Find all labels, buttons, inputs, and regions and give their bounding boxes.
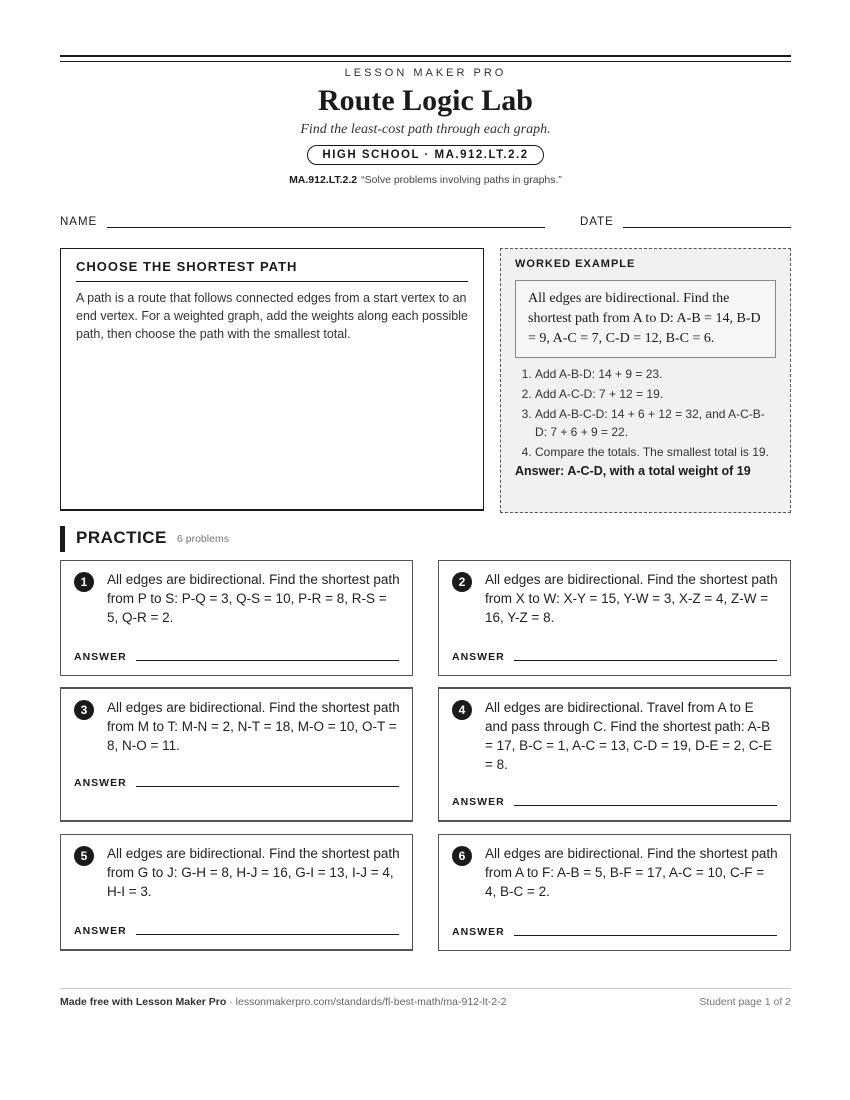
worked-example-steps — [515, 365, 776, 461]
answer-field[interactable] — [136, 786, 399, 787]
page-subtitle: Find the least-cost path through each graph. — [300, 122, 551, 137]
standard-line — [60, 174, 791, 186]
problem-text: All edges are bidirectional. Find the shortest path from G to J: G-H = 8, H-J = 16, G-I = 13, I-J = 4, H-I = 3. — [107, 846, 400, 899]
answer-field[interactable] — [136, 934, 399, 935]
problem-text: All edges are bidirectional. Find the shortest path from A to F: A-B = 5, B-F = 17, A-C = 10, C-F = 4, B-C = 2. — [485, 846, 778, 899]
name-label: NAME — [60, 216, 98, 228]
answer-label: ANSWER — [74, 925, 127, 937]
grade-badge-wrap — [60, 145, 791, 165]
answer-label: ANSWER — [452, 926, 505, 938]
name-field[interactable] — [107, 227, 545, 228]
problem-card — [60, 687, 413, 822]
problem-text: All edges are bidirectional. Travel from A to E and pass through C. Find the shortest path: A-B = 17, B-C = 1, A-C = 13, C-D = 19, D-E = 2, C-E = 8. — [485, 700, 772, 772]
date-field[interactable] — [623, 227, 791, 228]
worked-step: 4. Compare the totals. The smallest total is 19. — [535, 443, 776, 461]
concept-box — [60, 248, 484, 511]
problem-card — [60, 560, 413, 676]
problem-number-badge: 4 — [452, 700, 472, 720]
answer-field[interactable] — [514, 660, 777, 661]
footer-made-with: Made free with Lesson Maker Pro — [60, 996, 227, 1008]
footer-page-number: Student page 1 of 2 — [699, 996, 791, 1008]
footer-credit — [60, 996, 506, 1008]
worked-example-problem: All edges are bidirectional. Find the shortest path from A to D: A-B = 14, B-D = 9, A-C = 7, C-D = 12, B-C = 6. — [515, 280, 776, 358]
problem-number-badge: 1 — [74, 572, 94, 592]
problem-card — [438, 687, 791, 822]
concept-body: A path is a route that follows connected edges from a start vertex to an end vertex. For a weighted graph, add the weights along each possible path, then choose the path with the smallest total. — [76, 291, 468, 341]
worked-example-box — [500, 248, 791, 513]
name-date-row — [60, 216, 791, 232]
answer-field[interactable] — [514, 935, 777, 936]
footer-rule — [60, 988, 791, 989]
worked-step: 3. Add A-B-C-D: 14 + 6 + 12 = 32, and A-C-B-D: 7 + 6 + 9 = 22. — [535, 405, 776, 441]
answer-field[interactable] — [136, 660, 399, 661]
date-label: DATE — [580, 216, 614, 228]
concept-heading: CHOOSE THE SHORTEST PATH — [76, 259, 468, 282]
answer-label: ANSWER — [74, 651, 127, 663]
worked-example-label: WORKED EXAMPLE — [515, 258, 636, 270]
problem-text: All edges are bidirectional. Find the shortest path from M to T: M-N = 2, N-T = 18, M-O = 10, O-T = 8, N-O = 11. — [107, 700, 400, 753]
standard-code: MA.912.LT.2.2 — [289, 174, 358, 186]
problem-number-badge: 6 — [452, 846, 472, 866]
header-rule — [60, 55, 791, 62]
worked-example-answer: Answer: A-C-D, with a total weight of 19 — [515, 464, 751, 478]
problem-card — [438, 834, 791, 951]
problem-number-badge: 2 — [452, 572, 472, 592]
answer-field[interactable] — [514, 805, 777, 806]
practice-accent-bar — [60, 526, 65, 552]
answer-label: ANSWER — [452, 796, 505, 808]
problem-text: All edges are bidirectional. Find the shortest path from X to W: X-Y = 15, Y-W = 3, X-Z = 4, Z-W = 16, Y-Z = 8. — [485, 572, 778, 625]
problem-number-badge: 5 — [74, 846, 94, 866]
problem-card — [60, 834, 413, 951]
worksheet-page — [60, 0, 791, 1100]
practice-count: 6 problems — [177, 533, 229, 545]
standard-text: “Solve problems involving paths in graphs.” — [361, 174, 562, 186]
problem-text: All edges are bidirectional. Find the shortest path from P to S: P-Q = 3, Q-S = 10, P-R = 8, R-S = 5, Q-R = 2. — [107, 572, 400, 625]
page-title: Route Logic Lab — [317, 84, 533, 117]
answer-label: ANSWER — [74, 777, 127, 789]
brand-label: LESSON MAKER PRO — [344, 67, 507, 79]
worked-step: 2. Add A-C-D: 7 + 12 = 19. — [535, 385, 776, 403]
worked-step: 1. Add A-B-D: 14 + 9 = 23. — [535, 365, 776, 383]
footer-url[interactable]: · lessonmakerpro.com/standards/fl-best-math/ma-912-lt-2-2 — [229, 996, 507, 1008]
answer-label: ANSWER — [452, 651, 505, 663]
practice-title: PRACTICE — [76, 528, 167, 547]
problem-card — [438, 560, 791, 676]
problem-number-badge: 3 — [74, 700, 94, 720]
grade-standard-badge: HIGH SCHOOL · MA.912.LT.2.2 — [307, 145, 543, 165]
